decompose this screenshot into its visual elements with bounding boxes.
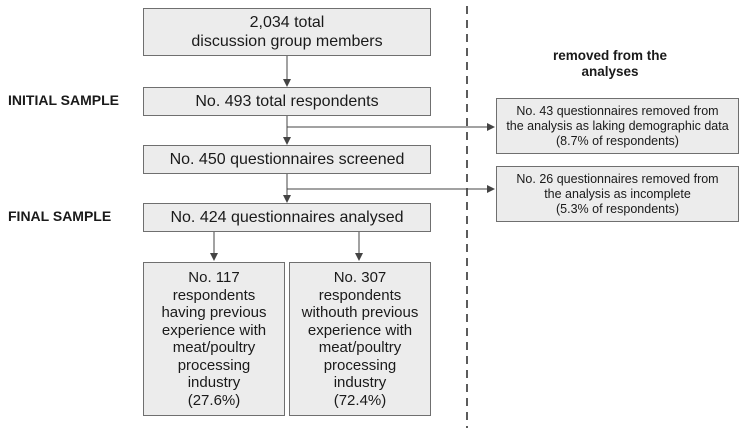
final-sample-label: FINAL SAMPLE <box>8 208 112 224</box>
analysed-box <box>143 203 431 232</box>
removed-demographic-box <box>496 98 739 154</box>
without-experience-box <box>289 262 431 416</box>
with-experience-text: No. 117 respondents having previous experience with meat/poultry processing industry (27.6%) <box>161 269 267 409</box>
initial-sample-label: INITIAL SAMPLE <box>8 92 119 108</box>
removed-incomplete-text: No. 26 questionnaires removed from the analysis as incomplete (5.3% of respondents) <box>516 171 719 216</box>
removed-incomplete-box <box>496 166 739 222</box>
removed-header: removed from the analyses <box>552 48 668 79</box>
removed-demographic-text: No. 43 questionnaires removed from the analysis as laking demographic data (8.7% of respondents) <box>506 103 729 148</box>
total-respondents-text: No. 493 total respondents <box>195 93 379 110</box>
analysed-text: No. 424 questionnaires analysed <box>170 209 404 226</box>
with-experience-box <box>143 262 285 416</box>
total-members-box <box>143 8 431 56</box>
screened-box <box>143 145 431 174</box>
without-experience-text: No. 307 respondents withouth previous experience with meat/poultry processing industry (72.4%) <box>301 269 419 409</box>
total-members-text: 2,034 total discussion group members <box>191 14 383 50</box>
total-respondents-box <box>143 87 431 116</box>
screened-text: No. 450 questionnaires screened <box>169 151 405 168</box>
